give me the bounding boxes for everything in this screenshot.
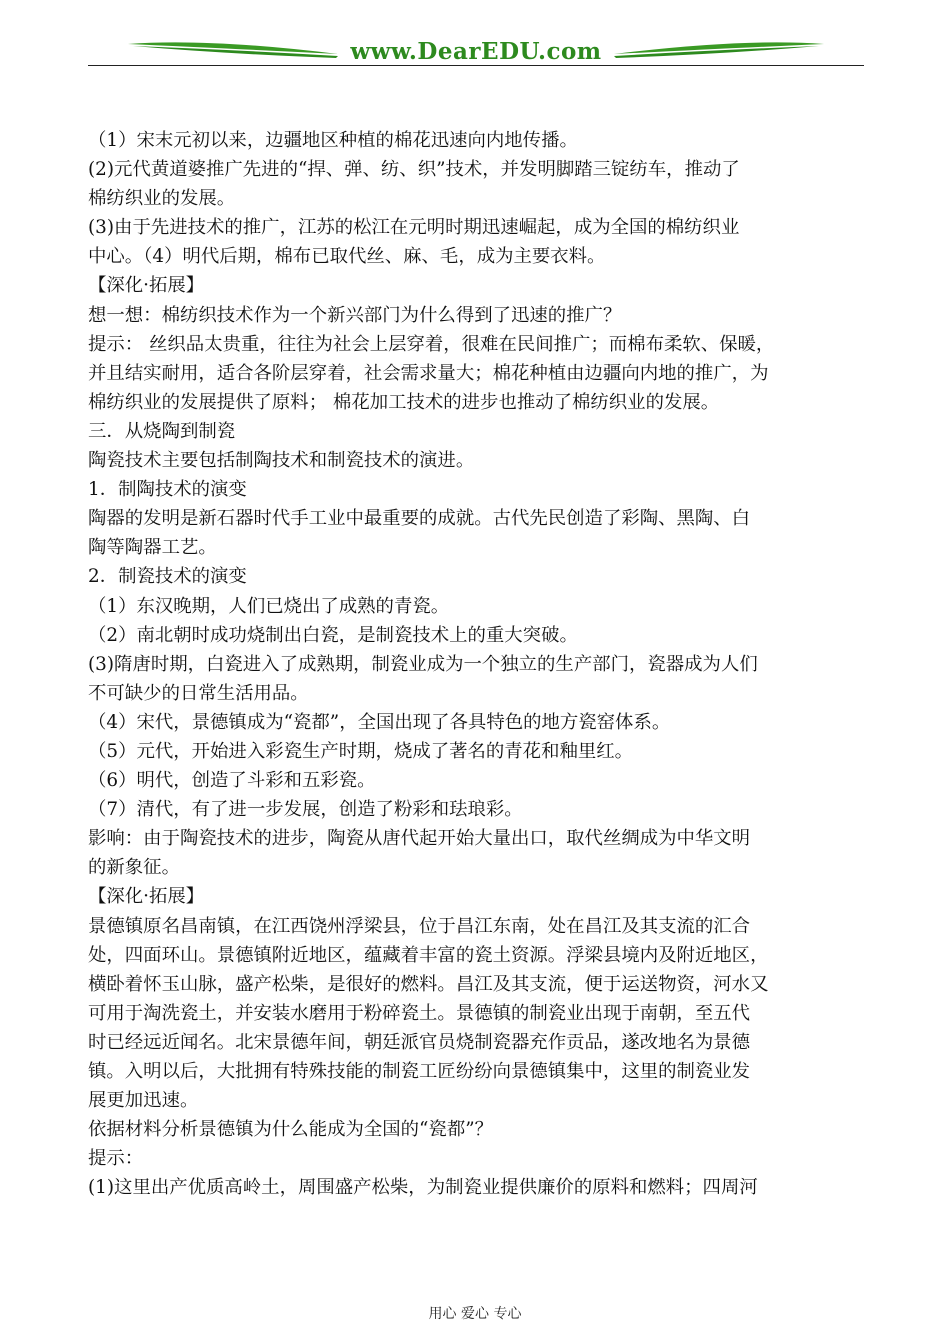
text-line: 依据材料分析景德镇为什么能成为全国的“瓷都”？ (88, 1119, 494, 1141)
header-divider (88, 65, 864, 66)
text-line: (2)元代黄道婆推广先进的“捍、弹、纺、织”技术，并发明脚踏三锭纺车，推动了 (88, 159, 740, 181)
text-line: 棉纺织业的发展提供了原料； 棉花加工技术的进步也推动了棉纺织业的发展。 (88, 391, 720, 413)
text-line: 陶等陶器工艺。 (88, 537, 217, 559)
text-line: (1)这里出产优质高岭土，周围盛产松柴，为制瓷业提供廉价的原料和燃料；四周河 (88, 1177, 758, 1199)
text-line: （4）宋代，景德镇成为“瓷都”，全国出现了各具特色的地方瓷窑体系。 (88, 711, 671, 733)
text-line: （1）宋末元初以来，边疆地区种植的棉花迅速向内地传播。 (88, 130, 578, 151)
text-line: （7）清代，有了进一步发展，创造了粉彩和珐琅彩。 (88, 799, 523, 821)
subsection-heading: 2．制瓷技术的演变 (88, 566, 247, 588)
text-line: 景德镇原名昌南镇，在江西饶州浮梁县，位于昌江东南，处在昌江及其支流的汇合 (88, 915, 751, 937)
section-heading: 三．从烧陶到制瓷 (88, 420, 236, 442)
text-line: (3)隋唐时期，白瓷进入了成熟期，制瓷业成为一个独立的生产部门，瓷器成为人们 (88, 653, 758, 675)
text-line: 的新象征。 (88, 857, 180, 879)
text-line: 横卧着怀玉山脉，盛产松柴，是很好的燃料。昌江及其支流，便于运送物资，河水又 (88, 973, 769, 995)
page-footer: 用心 爱心 专心 (428, 1306, 522, 1322)
text-line: 中心。（4）明代后期，棉布已取代丝、麻、毛，成为主要衣料。 (88, 246, 606, 268)
text-line: 不可缺少的日常生活用品。 (88, 682, 309, 704)
text-line: 提示： (88, 1148, 144, 1170)
section-heading: 【深化·拓展】 (88, 275, 205, 297)
text-line: （5）元代，开始进入彩瓷生产时期，烧成了著名的青花和釉里红。 (88, 740, 634, 762)
text-line: 提示： 丝织品太贵重，往往为社会上层穿着，很难在民间推广；而棉布柔软、保暖， (88, 333, 775, 355)
section-heading: 【深化·拓展】 (88, 886, 205, 908)
text-line: 想一想：棉纺织技术作为一个新兴部门为什么得到了迅速的推广？ (88, 304, 622, 326)
text-line: 并且结实耐用，适合各阶层穿着，社会需求量大；棉花种植由边疆向内地的推广，为 (88, 362, 769, 384)
text-line: 陶器的发明是新石器时代手工业中最重要的成就。古代先民创造了彩陶、黑陶、白 (88, 508, 751, 530)
text-line: （1）东汉晚期，人们已烧出了成熟的青瓷。 (88, 595, 450, 617)
subsection-heading: 1．制陶技术的演变 (88, 479, 247, 501)
text-line: (3)由于先进技术的推广，江苏的松江在元明时期迅速崛起，成为全国的棉纺织业 (88, 217, 740, 239)
text-line: 陶瓷技术主要包括制陶技术和制瓷技术的演进。 (88, 450, 475, 472)
text-line: 镇。入明以后，大批拥有特殊技能的制瓷工匠纷纷向景德镇集中，这里的制瓷业发 (88, 1061, 751, 1082)
text-line: 影响：由于陶瓷技术的进步，陶瓷从唐代起开始大量出口，取代丝绸成为中华文明 (88, 828, 751, 850)
text-line: 棉纺织业的发展。 (88, 188, 236, 210)
text-line: 展更加迅速。 (88, 1090, 199, 1112)
site-logo-text: www.DearEDU.com (350, 38, 602, 65)
text-line: （6）明代，创造了斗彩和五彩瓷。 (88, 770, 376, 792)
text-line: 处，四面环山。景德镇附近地区，蕴藏着丰富的瓷土资源。浮梁县境内及附近地区， (88, 944, 769, 966)
text-line: （2）南北朝时成功烧制出白瓷，是制瓷技术上的重大突破。 (88, 624, 578, 646)
document-body (88, 126, 864, 1202)
text-line: 时已经远近闻名。北宋景德年间，朝廷派官员烧制瓷器充作贡品，遂改地名为景德 (88, 1031, 751, 1053)
text-line: 可用于淘洗瓷土，并安装水磨用于粉碎瓷土。景德镇的制瓷业出现于南朝，至五代 (88, 1002, 751, 1024)
